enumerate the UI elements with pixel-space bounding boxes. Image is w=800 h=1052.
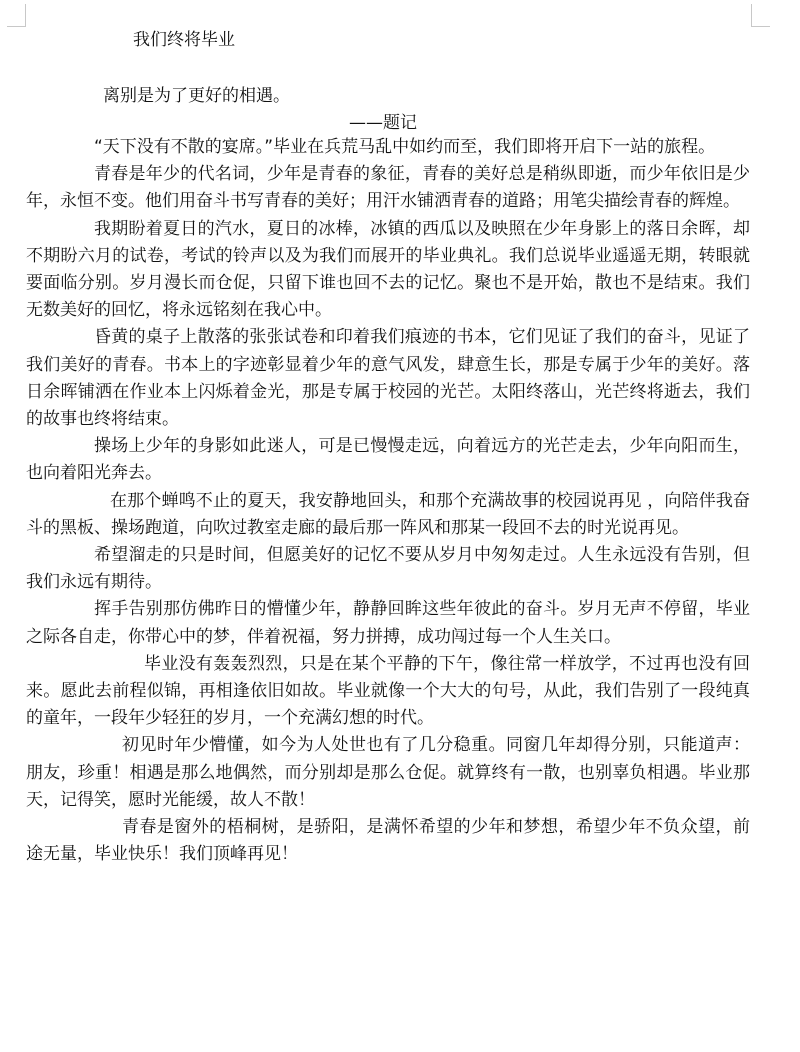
essay-body — [26, 134, 750, 868]
paragraph-10: 初见时年少懵懂，如今为人处世也有了几分稳重。同窗几年却得分别，只能道声：朋友，珍重！相遇是那么地偶然，而分别却是那么仓促。就算终有一散，也别辜负相遇。毕业那天，记得笑，愿时光能缓，故人不散！ — [26, 735, 750, 810]
paragraph-5: 操场上少年的身影如此迷人，可是已慢慢走远，向着远方的光芒走去，少年向阳而生，也向着阳光奔去。 — [26, 436, 750, 484]
paragraph-9: 毕业没有轰轰烈烈，只是在某个平静的下午，像往常一样放学，不过再也没有回来。愿此去前程似锦，再相逢依旧如故。毕业就像一个大大的句号，从此，我们告别了一段纯真的童年，一段年少轻狂的岁月，一个充满幻想的时代。 — [26, 653, 750, 729]
paragraph-6: 在那个蝉鸣不止的夏天，我安静地回头，和那个充满故事的校园说再见 ，向陪伴我奋斗的黑板、操场跑道，向吹过教室走廊的最后那一阵风和那某一段回不去的时光说再见。 — [26, 490, 750, 538]
paragraph-7: 希望溜走的只是时间，但愿美好的记忆不要从岁月中匆匆走过。人生永远没有告别，但我们永远有期待。 — [26, 545, 750, 593]
paragraph-3: 我期盼着夏日的汽水，夏日的冰棒，冰镇的西瓜以及映照在少年身影上的落日余晖，却不期盼六月的试卷，考试的铃声以及为我们而展开的毕业典礼。我们总说毕业遥遥无期，转眼就要面临分别。岁月漫长而仓促，只留下谁也回不去的记忆。聚也不是开始，散也不是结束。我们无数美好的回忆，将永远铭刻在我心中。 — [26, 218, 750, 321]
paragraph-2: 青春是年少的代名词，少年是青春的象征，青春的美好总是稍纵即逝，而少年依旧是少年，永恒不变。他们用奋斗书写青春的美好；用汗水铺洒青春的道路；用笔尖描绘青春的辉煌。 — [26, 164, 750, 212]
paragraph-4: 昏黄的桌子上散落的张张试卷和印着我们痕迹的书本，它们见证了我们的奋斗，见证了我们美好的青春。书本上的字迹彰显着少年的意气风发，肆意生长，那是专属于少年的美好。落日余晖铺洒在作业本上闪烁着金光，那是专属于校园的光芒。太阳终落山，光芒终将逝去，我们的故事也终将结束。 — [26, 327, 750, 430]
paragraph-11: 青春是窗外的梧桐树，是骄阳，是满怀希望的少年和梦想，希望少年不负众望，前途无量，毕业快乐！我们顶峰再见！ — [26, 817, 750, 865]
epigraph-text: 离别是为了更好的相遇。 — [103, 86, 290, 106]
page-corner-mark-right — [751, 4, 770, 27]
paragraph-1: “天下没有不散的宴席。”毕业在兵荒马乱中如约而至，我们即将开启下一站的旅程。 — [94, 137, 716, 157]
document-title: 我们终将毕业 — [133, 30, 235, 50]
paragraph-8: 挥手告别那仿佛昨日的懵懂少年，静静回眸这些年彼此的奋斗。岁月无声不停留，毕业之际各自走，你带心中的梦，伴着祝福，努力拼搏，成功闯过每一个人生关口。 — [26, 599, 750, 647]
page-corner-mark-left — [7, 4, 26, 27]
epigraph-source: ——题记 — [349, 113, 417, 133]
